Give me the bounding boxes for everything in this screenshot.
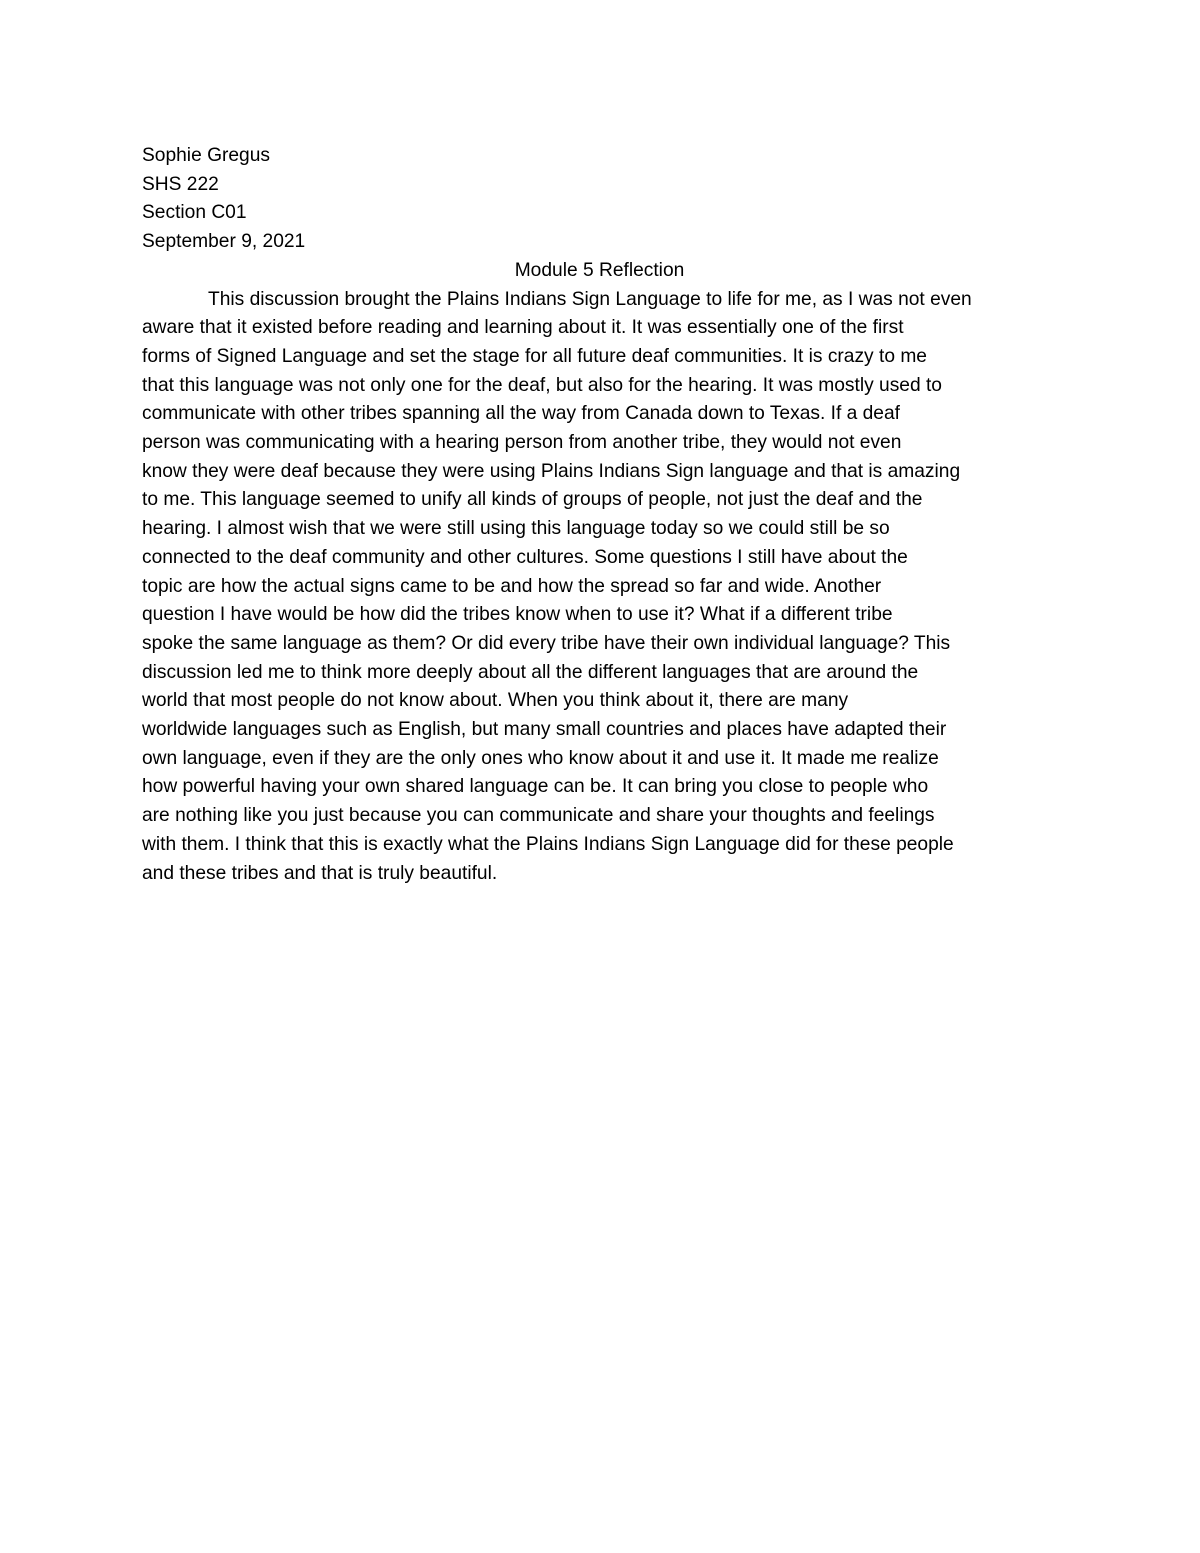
body-text-line: own language, even if they are the only ones who know about it and use it. It made me realize: [142, 747, 939, 769]
body-text-line: with them. I think that this is exactly what the Plains Indians Sign Language did for these people: [142, 833, 954, 855]
body-text-line: discussion led me to think more deeply about all the different languages that are around the: [142, 661, 919, 683]
body-text-line: hearing. I almost wish that we were still using this language today so we could still be so: [142, 518, 890, 540]
body-text-line: and these tribes and that is truly beautiful.: [142, 862, 498, 884]
body-paragraph: [142, 286, 1057, 889]
body-text-line: to me. This language seemed to unify all kinds of groups of people, not just the deaf and the: [142, 489, 923, 511]
course-section: Section C01: [142, 202, 247, 224]
body-text-line: person was communicating with a hearing person from another tribe, they would not even: [142, 432, 902, 454]
body-text-line: topic are how the actual signs came to be and how the spread so far and wide. Another: [142, 575, 882, 597]
body-text-line: aware that it existed before reading and learning about it. It was essentially one of the first: [142, 317, 904, 339]
body-text-line: spoke the same language as them? Or did every tribe have their own individual language? This: [142, 632, 951, 654]
body-text-line: communicate with other tribes spanning all the way from Canada down to Texas. If a deaf: [142, 403, 900, 425]
body-text-line: world that most people do not know about. When you think about it, there are many: [142, 690, 849, 712]
body-text-line: This discussion brought the Plains Indians Sign Language to life for me, as I was not even: [208, 288, 972, 310]
body-text-line: that this language was not only one for the deaf, but also for the hearing. It was mostly used to: [142, 374, 942, 396]
body-text-line: are nothing like you just because you can communicate and share your thoughts and feelings: [142, 805, 935, 827]
author-name: Sophie Gregus: [142, 145, 270, 166]
body-text-line: worldwide languages such as English, but many small countries and places have adapted their: [142, 719, 947, 741]
document-title: Module 5 Reflection: [514, 259, 685, 281]
document-content: [142, 142, 1057, 888]
course-code: SHS 222: [142, 173, 219, 195]
body-text-line: forms of Signed Language and set the stage for all future deaf communities. It is crazy to me: [142, 345, 927, 367]
body-text-line: how powerful having your own shared language can be. It can bring you close to people who: [142, 776, 929, 798]
body-text-line: connected to the deaf community and other cultures. Some questions I still have about the: [142, 546, 908, 568]
body-text-line: know they were deaf because they were using Plains Indians Sign language and that is amazing: [142, 460, 961, 482]
document-date: September 9, 2021: [142, 231, 306, 253]
body-text-line: question I have would be how did the tribes know when to use it? What if a different tribe: [142, 604, 893, 626]
